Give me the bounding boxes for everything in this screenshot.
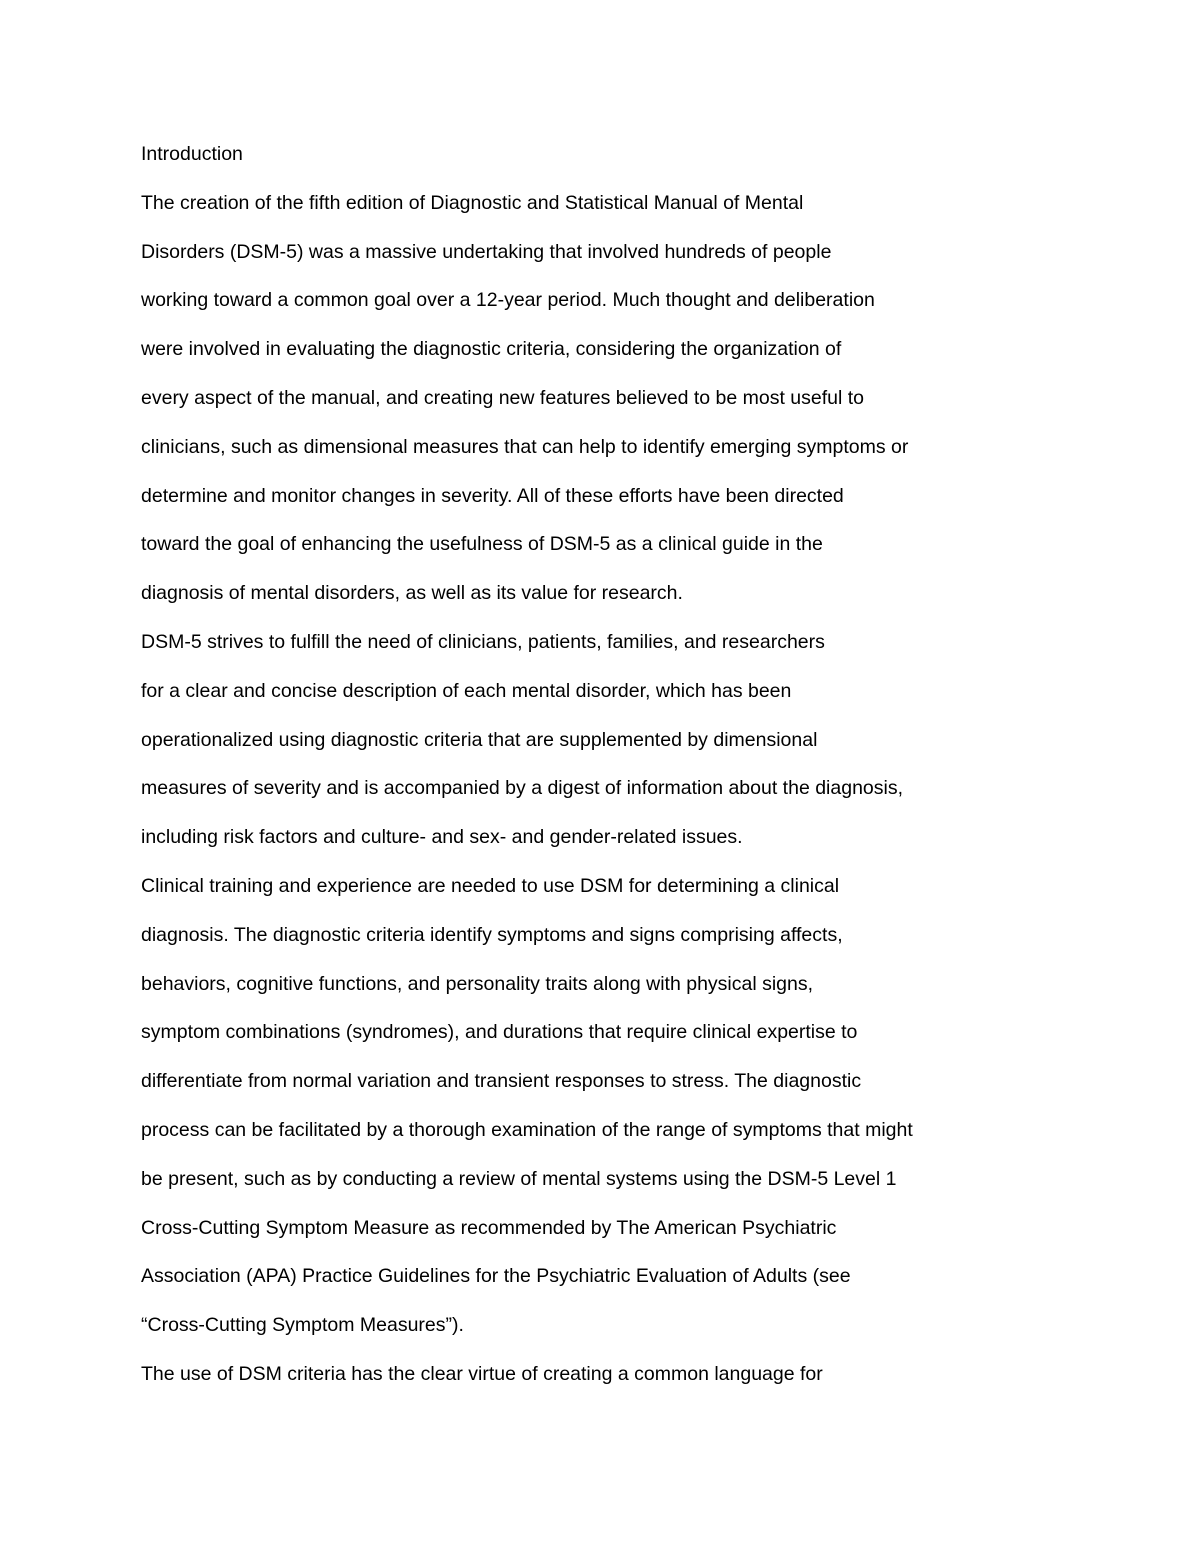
paragraph-line: were involved in evaluating the diagnostic criteria, considering the organization of (141, 338, 842, 361)
paragraph-line: Cross-Cutting Symptom Measure as recommended by The American Psychiatric (141, 1216, 837, 1239)
paragraph-line: differentiate from normal variation and transient responses to stress. The diagnostic (141, 1070, 862, 1093)
paragraph-line: operationalized using diagnostic criteria that are supplemented by dimensional (141, 728, 818, 751)
paragraph-line: be present, such as by conducting a review of mental systems using the DSM-5 Level 1 (141, 1167, 897, 1190)
paragraph-line: behaviors, cognitive functions, and personality traits along with physical signs, (141, 972, 814, 995)
paragraph-line: every aspect of the manual, and creating new features believed to be most useful to (141, 386, 865, 409)
paragraph-line: measures of severity and is accompanied by a digest of information about the diagnosis, (141, 777, 904, 800)
paragraph-line: including risk factors and culture- and sex- and gender-related issues. (141, 826, 743, 849)
paragraph-line: toward the goal of enhancing the usefulness of DSM-5 as a clinical guide in the (141, 533, 823, 556)
paragraph-1 (141, 179, 1141, 618)
paragraph-line: “Cross-Cutting Symptom Measures”). (141, 1314, 464, 1337)
paragraph-line: symptom combinations (syndromes), and durations that require clinical expertise to (141, 1021, 858, 1044)
document-heading: Introduction (141, 143, 243, 165)
paragraph-line: clinicians, such as dimensional measures that can help to identify emerging symptoms or (141, 435, 909, 458)
paragraph-2 (141, 618, 1141, 862)
paragraph-line: process can be facilitated by a thorough examination of the range of symptoms that might (141, 1118, 913, 1141)
paragraph-line: determine and monitor changes in severity. All of these efforts have been directed (141, 484, 844, 507)
paragraph-line: working toward a common goal over a 12-year period. Much thought and deliberation (141, 289, 875, 312)
paragraph-line: diagnosis. The diagnostic criteria identify symptoms and signs comprising affects, (141, 923, 843, 946)
paragraph-line: Disorders (DSM-5) was a massive undertaking that involved hundreds of people (141, 240, 832, 263)
paragraph-line: diagnosis of mental disorders, as well as its value for research. (141, 582, 683, 605)
paragraph-3 (141, 862, 1141, 1350)
paragraph-4 (141, 1350, 1141, 1399)
paragraph-line: The creation of the fifth edition of Diagnostic and Statistical Manual of Mental (141, 191, 804, 214)
paragraph-line: Association (APA) Practice Guidelines for the Psychiatric Evaluation of Adults (see (141, 1265, 851, 1288)
paragraph-line: DSM-5 strives to fulfill the need of clinicians, patients, families, and researchers (141, 630, 825, 653)
document-body (141, 130, 1141, 1399)
paragraph-line: Clinical training and experience are needed to use DSM for determining a clinical (141, 874, 840, 897)
paragraph-line: The use of DSM criteria has the clear virtue of creating a common language for (141, 1362, 823, 1385)
paragraph-line: for a clear and concise description of each mental disorder, which has been (141, 679, 792, 702)
